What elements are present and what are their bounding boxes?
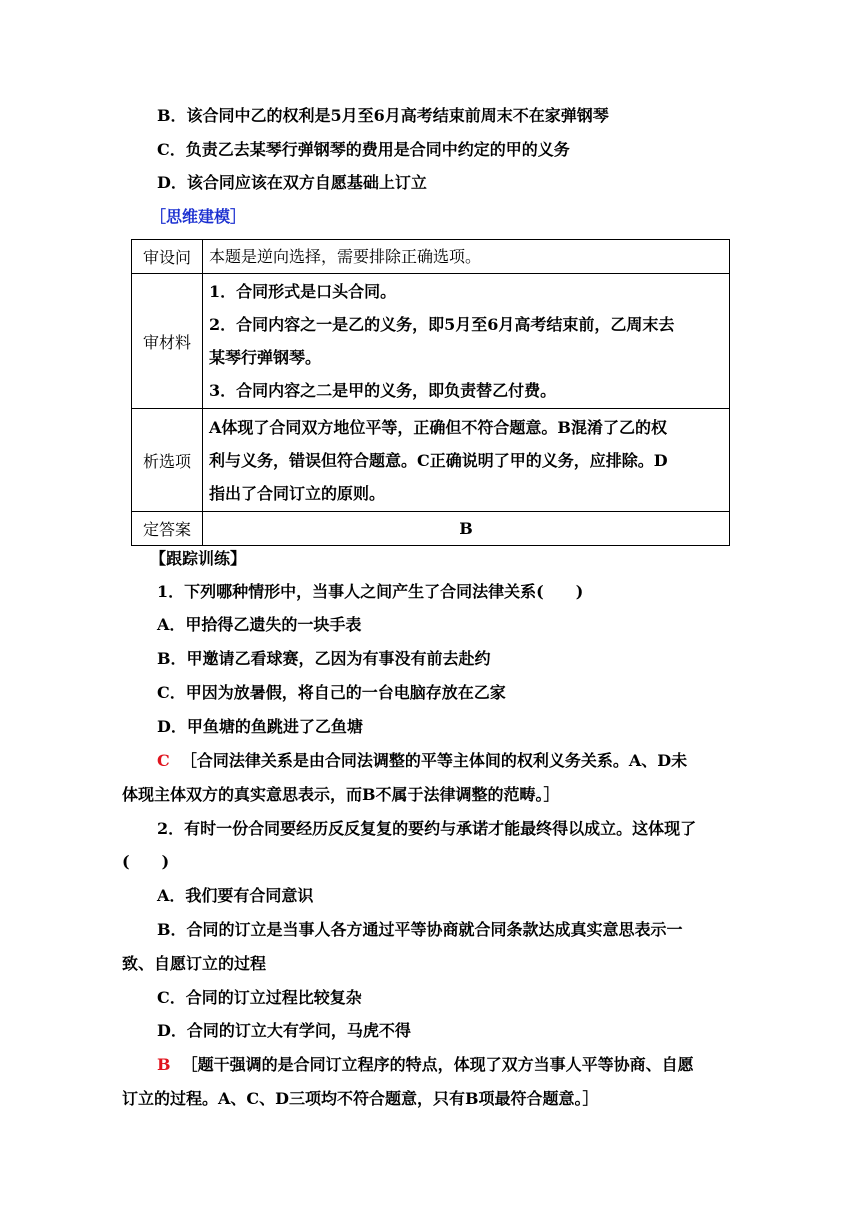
q1-explanation-line2: 体现主体双方的真实意思表示，而B不属于法律调整的范畴。］ — [122, 785, 560, 804]
q1-option-c: C．甲因为放暑假，将自己的一台电脑存放在乙家 — [157, 683, 506, 702]
q1-option-b: B．甲邀请乙看球赛，乙因为有事没有前去赴约 — [157, 649, 491, 668]
table-row — [132, 409, 730, 512]
section-model-heading: ［思维建模］ — [150, 207, 247, 226]
row-line: 指出了合同订立的原则。 — [209, 483, 386, 503]
analysis-table — [131, 239, 730, 546]
row-content — [203, 240, 730, 274]
q1-answer: C — [157, 751, 170, 770]
option-c: C．负责乙去某琴行弹钢琴的费用是合同中约定的甲的义务 — [157, 140, 570, 159]
row-head: 定答案 — [132, 512, 203, 546]
q2-stem-line2: ( ) — [122, 852, 170, 871]
row-head: 审材料 — [132, 274, 203, 409]
q1-option-a: A．甲拾得乙遗失的一块手表 — [157, 615, 362, 634]
row-content — [203, 512, 730, 546]
q2-option-d: D．合同的订立大有学问，马虎不得 — [157, 1021, 411, 1040]
q2-stem-line1: 2．有时一份合同要经历反反复复的要约与承诺才能最终得以成立。这体现了 — [157, 819, 697, 838]
row-line: 3．合同内容之二是甲的义务，即负责替乙付费。 — [209, 381, 557, 400]
q1-explanation-text: ［合同法律关系是由合同法调整的平等主体间的权利义务关系。A、D未 — [180, 751, 688, 770]
q2-option-c: C．合同的订立过程比较复杂 — [157, 988, 362, 1007]
table-row — [132, 512, 730, 546]
q2-explanation-text: ［题干强调的是合同订立程序的特点，体现了双方当事人平等协商、自愿 — [181, 1055, 694, 1074]
q2-answer: B — [157, 1055, 171, 1074]
q2-option-a: A．我们要有合同意识 — [157, 886, 314, 905]
row-line: A体现了合同双方地位平等，正确但不符合题意。B混淆了乙的权 — [209, 417, 667, 437]
q2-option-b-line1: B．合同的订立是当事人各方通过平等协商就合同条款达成真实意思表示一 — [157, 920, 683, 939]
row-content — [203, 409, 730, 512]
row-line: 某琴行弹钢琴。 — [209, 348, 322, 367]
table-row — [132, 240, 730, 274]
row-line: 利与义务，错误但符合题意。C正确说明了甲的义务，应排除。D — [209, 450, 668, 470]
row-line: 2．合同内容之一是乙的义务，即5月至6月高考结束前，乙周末去 — [209, 315, 675, 334]
row-line: 1．合同形式是口头合同。 — [209, 282, 397, 301]
answer-cell: B — [459, 519, 473, 538]
section-practice-heading: 【跟踪训练】 — [150, 549, 247, 568]
q1-stem: 1．下列哪种情形中，当事人之间产生了合同法律关系( ) — [157, 582, 584, 601]
row-head: 审设问 — [132, 240, 203, 274]
q2-option-b-line2: 致、自愿订立的过程 — [122, 954, 267, 973]
option-d: D．该合同应该在双方自愿基础上订立 — [157, 173, 427, 192]
option-b: B．该合同中乙的权利是5月至6月高考结束前周末不在家弹钢琴 — [157, 106, 609, 125]
row-line: 本题是逆向选择，需要排除正确选项。 — [209, 247, 482, 266]
q2-explanation-line2: 订立的过程。A、C、D三项均不符合题意，只有B项最符合题意。］ — [122, 1089, 599, 1108]
q1-explanation-line1 — [157, 751, 687, 771]
table-row — [132, 274, 730, 409]
q2-explanation-line1 — [157, 1055, 694, 1075]
q1-option-d: D．甲鱼塘的鱼跳进了乙鱼塘 — [157, 717, 363, 736]
row-content — [203, 274, 730, 409]
row-head: 析选项 — [132, 409, 203, 512]
